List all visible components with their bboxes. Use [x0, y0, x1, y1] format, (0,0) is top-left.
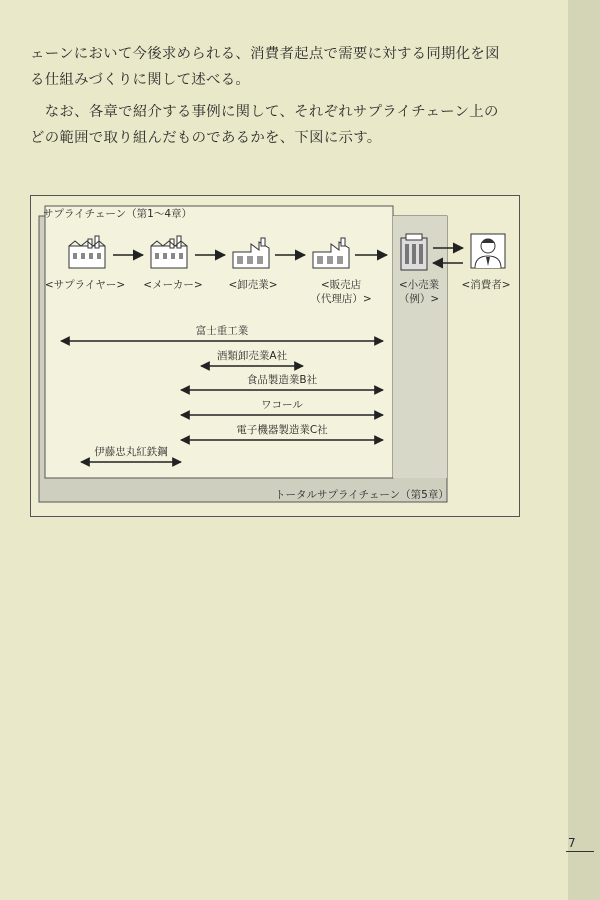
page-number-rule: [566, 851, 594, 852]
body-text-line-2: る仕組みづくりに関して述べる。: [30, 72, 251, 88]
range-label-itochu-marubeni: 伊藤忠丸紅鉄鋼: [94, 446, 168, 458]
stage-label-maker: <メーカー>: [143, 279, 203, 291]
page-edge-strip: [568, 0, 600, 900]
body-text-line-1: ェーンにおいて今後求められる、消費者起点で需要に対する同期化を図: [30, 46, 500, 62]
page-number: 7: [568, 836, 576, 850]
stage-label-wholesale: <卸売業>: [228, 279, 278, 291]
body-text-line-3: なお、各章で紹介する事例に関して、それぞれサプライチェーン上の: [30, 104, 499, 120]
supply-chain-box-title: サプライチェーン（第1～4章）: [43, 208, 193, 220]
range-label-food-maker: 食品製造業B社: [246, 374, 318, 386]
building-icon: [401, 234, 427, 270]
range-label-fuji: 富士重工業: [195, 325, 249, 337]
stage-label-retail: <小売業 （例）>: [398, 279, 440, 305]
range-label-electronics-maker: 電子機器製造業C社: [236, 424, 328, 436]
stage-label-consumer: <消費者>: [461, 279, 511, 291]
person-icon: [471, 234, 505, 268]
total-supply-chain-box-title: トータルサプライチェーン（第5章）: [275, 489, 449, 501]
stage-label-supplier: <サプライヤー>: [44, 279, 126, 291]
supply-chain-figure: [30, 195, 520, 517]
range-label-wacoal: ワコール: [261, 399, 303, 411]
stage-label-dealer: <販売店 （代理店）>: [310, 279, 372, 305]
body-text-line-4: どの範囲で取り組んだものであるかを、下図に示す。: [30, 130, 382, 146]
range-label-liquor-wholesaler: 酒類卸売業A社: [216, 350, 288, 362]
